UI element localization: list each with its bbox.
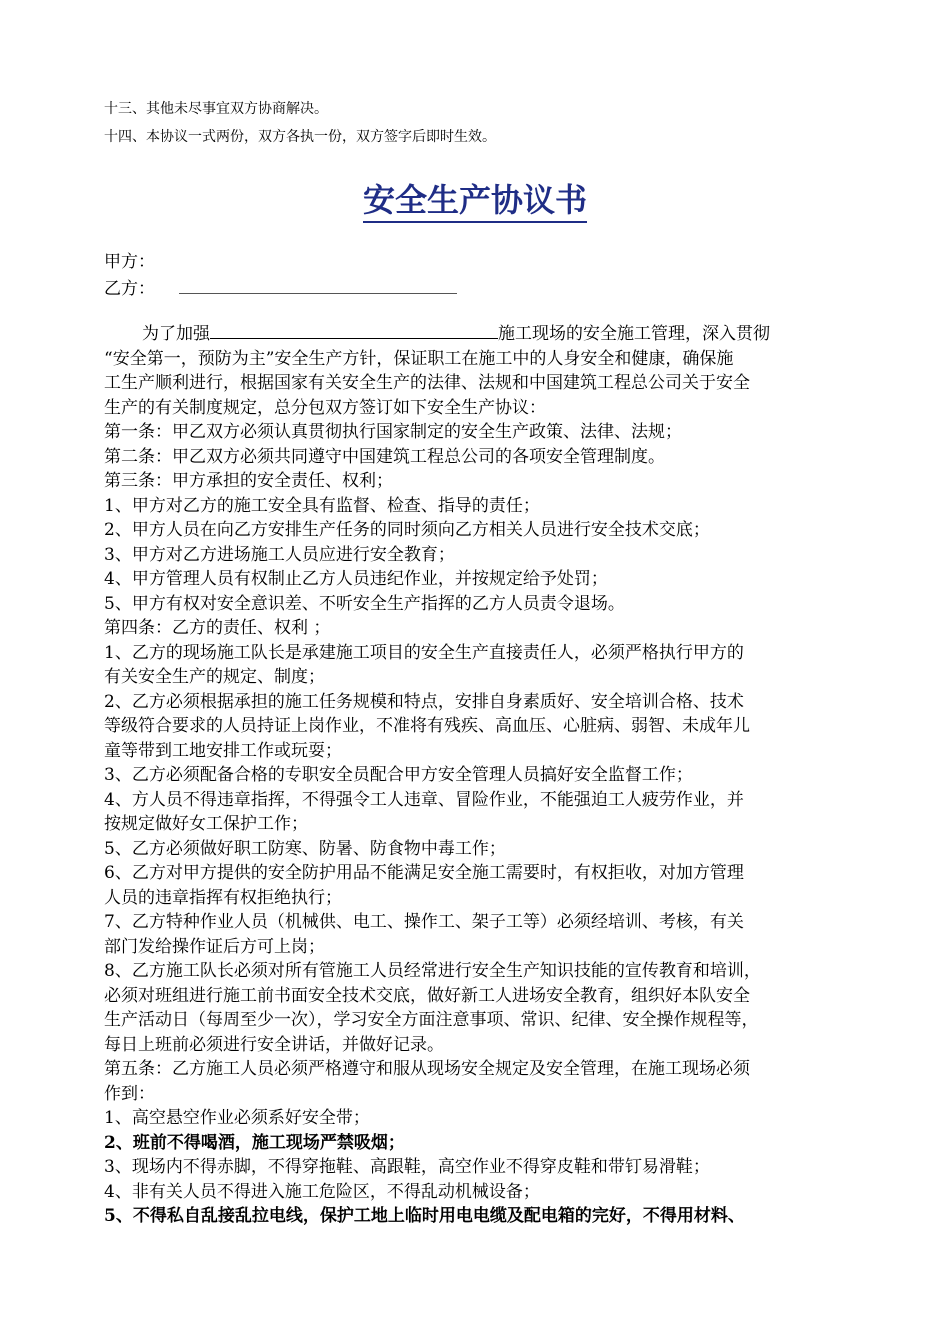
intro-line-1: [104, 322, 834, 347]
clause-line: 1、高空悬空作业必须系好安全带；: [104, 1108, 370, 1128]
clause-line: 按规定做好女工保护工作；: [104, 814, 308, 834]
intro-line-2: “安全第一，预防为主”安全生产方针，保证职工在施工中的人身安全和健康，确保施: [104, 348, 734, 369]
clause-line: 生产活动日（每周至少一次），学习安全方面注意事项、常识、纪律、安全操作规程等，: [104, 1010, 759, 1030]
clause-line: 每日上班前必须进行安全讲话，并做好记录。: [104, 1034, 444, 1055]
clause-line: 第三条：甲方承担的安全责任、权利；: [104, 471, 393, 491]
clause-line: 8、乙方施工队长必须对所有管施工人员经常进行安全生产知识技能的宣传教育和培训，: [104, 961, 761, 981]
clause-line: 第一条：甲乙双方必须认真贯彻执行国家制定的安全生产政策、法律、法规；: [104, 422, 682, 442]
clause-14: 十四、本协议一式两份，双方各执一份，双方签字后即时生效。: [104, 129, 496, 145]
clause-13: 十三、其他未尽事宜双方协商解决。: [104, 101, 328, 117]
clause-line: 3、现场内不得赤脚，不得穿拖鞋、高跟鞋，高空作业不得穿皮鞋和带钉易滑鞋；: [104, 1157, 710, 1177]
clause-line: 5、甲方有权对安全意识差、不听安全生产指挥的乙方人员责令退场。: [104, 593, 625, 614]
clause-line: 第二条：甲乙双方必须共同遵守中国建筑工程总公司的各项安全管理制度。: [104, 446, 665, 467]
clause-line: 1、甲方对乙方的施工安全具有监督、检查、指导的责任；: [104, 495, 540, 516]
party-b-blank: [179, 279, 457, 294]
clause-line-bold: 2、班前不得喝酒，施工现场严禁吸烟；: [104, 1132, 405, 1153]
party-a-label: 甲方：: [104, 252, 155, 272]
clause-line: 3、乙方必须配备合格的专职安全员配合甲方安全管理人员搞好安全监督工作；: [104, 765, 693, 785]
clause-line: 4、非有关人员不得进入施工危险区，不得乱动机械设备；: [104, 1181, 540, 1202]
clause-line: 4、方人员不得违章指挥，不得强令工人违章、冒险作业，不能强迫工人疲劳作业，并: [104, 789, 744, 810]
clause-line: 5、乙方必须做好职工防寒、防暑、防食物中毒工作；: [104, 838, 506, 859]
intro-line-1-rest: 施工现场的安全施工管理，深入贯彻: [498, 324, 770, 344]
clause-line: 第四条：乙方的责任、权利 ；: [104, 618, 331, 638]
clause-line: 必须对班组进行施工前书面安全技术交底，做好新工人进场安全教育，组织好本队安全: [104, 985, 750, 1006]
clause-line: 部门发给操作证后方可上岗；: [104, 936, 325, 957]
clause-line: 等级符合要求的人员持证上岗作业，不准将有残疾、高血压、心脏病、弱智、未成年儿: [104, 716, 750, 736]
document-title: [0, 178, 950, 222]
clause-line: 3、甲方对乙方进场施工人员应进行安全教育；: [104, 544, 455, 565]
clause-line: 2、乙方必须根据承担的施工任务规模和特点，安排自身素质好、安全培训合格、技术: [104, 691, 744, 712]
project-name-blank: [210, 322, 498, 339]
clause-line: 2、甲方人员在向乙方安排生产任务的同时须向乙方相关人员进行安全技术交底；: [104, 520, 710, 540]
intro-prefix: 为了加强: [142, 324, 210, 344]
party-b-row: [104, 277, 457, 301]
clause-line: 有关安全生产的规定、制度；: [104, 667, 325, 687]
clause-line: 作到：: [104, 1083, 155, 1104]
party-b-label: 乙方：: [104, 279, 155, 299]
clause-line: 第五条：乙方施工人员必须严格遵守和服从现场安全规定及安全管理，在施工现场必须: [104, 1059, 750, 1079]
agreement-body: [104, 322, 834, 1229]
clause-line-bold: 5、不得私自乱接乱拉电线，保护工地上临时用电电缆及配电箱的完好，不得用材料、: [104, 1206, 745, 1226]
clause-line: 1、乙方的现场施工队长是承建施工项目的安全生产直接责任人，必须严格执行甲方的: [104, 642, 744, 663]
clause-line: 4、甲方管理人员有权制止乙方人员违纪作业，并按规定给予处罚；: [104, 569, 608, 589]
intro-line-4: 生产的有关制度规定，总分包双方签订如下安全生产协议：: [104, 397, 546, 418]
clause-line: 童等带到工地安排工作或玩耍；: [104, 740, 342, 761]
document-title-text: 安全生产协议书: [363, 181, 587, 223]
clause-line: 人员的违章指挥有权拒绝执行；: [104, 887, 342, 908]
clause-line: 7、乙方特种作业人员（机械供、电工、操作工、架子工等）必须经培训、考核，有关: [104, 912, 744, 932]
intro-line-3: 工生产顺利进行，根据国家有关安全生产的法律、法规和中国建筑工程总公司关于安全: [104, 373, 750, 393]
clause-line: 6、乙方对甲方提供的安全防护用品不能满足安全施工需要时，有权拒收，对加方管理: [104, 863, 744, 883]
